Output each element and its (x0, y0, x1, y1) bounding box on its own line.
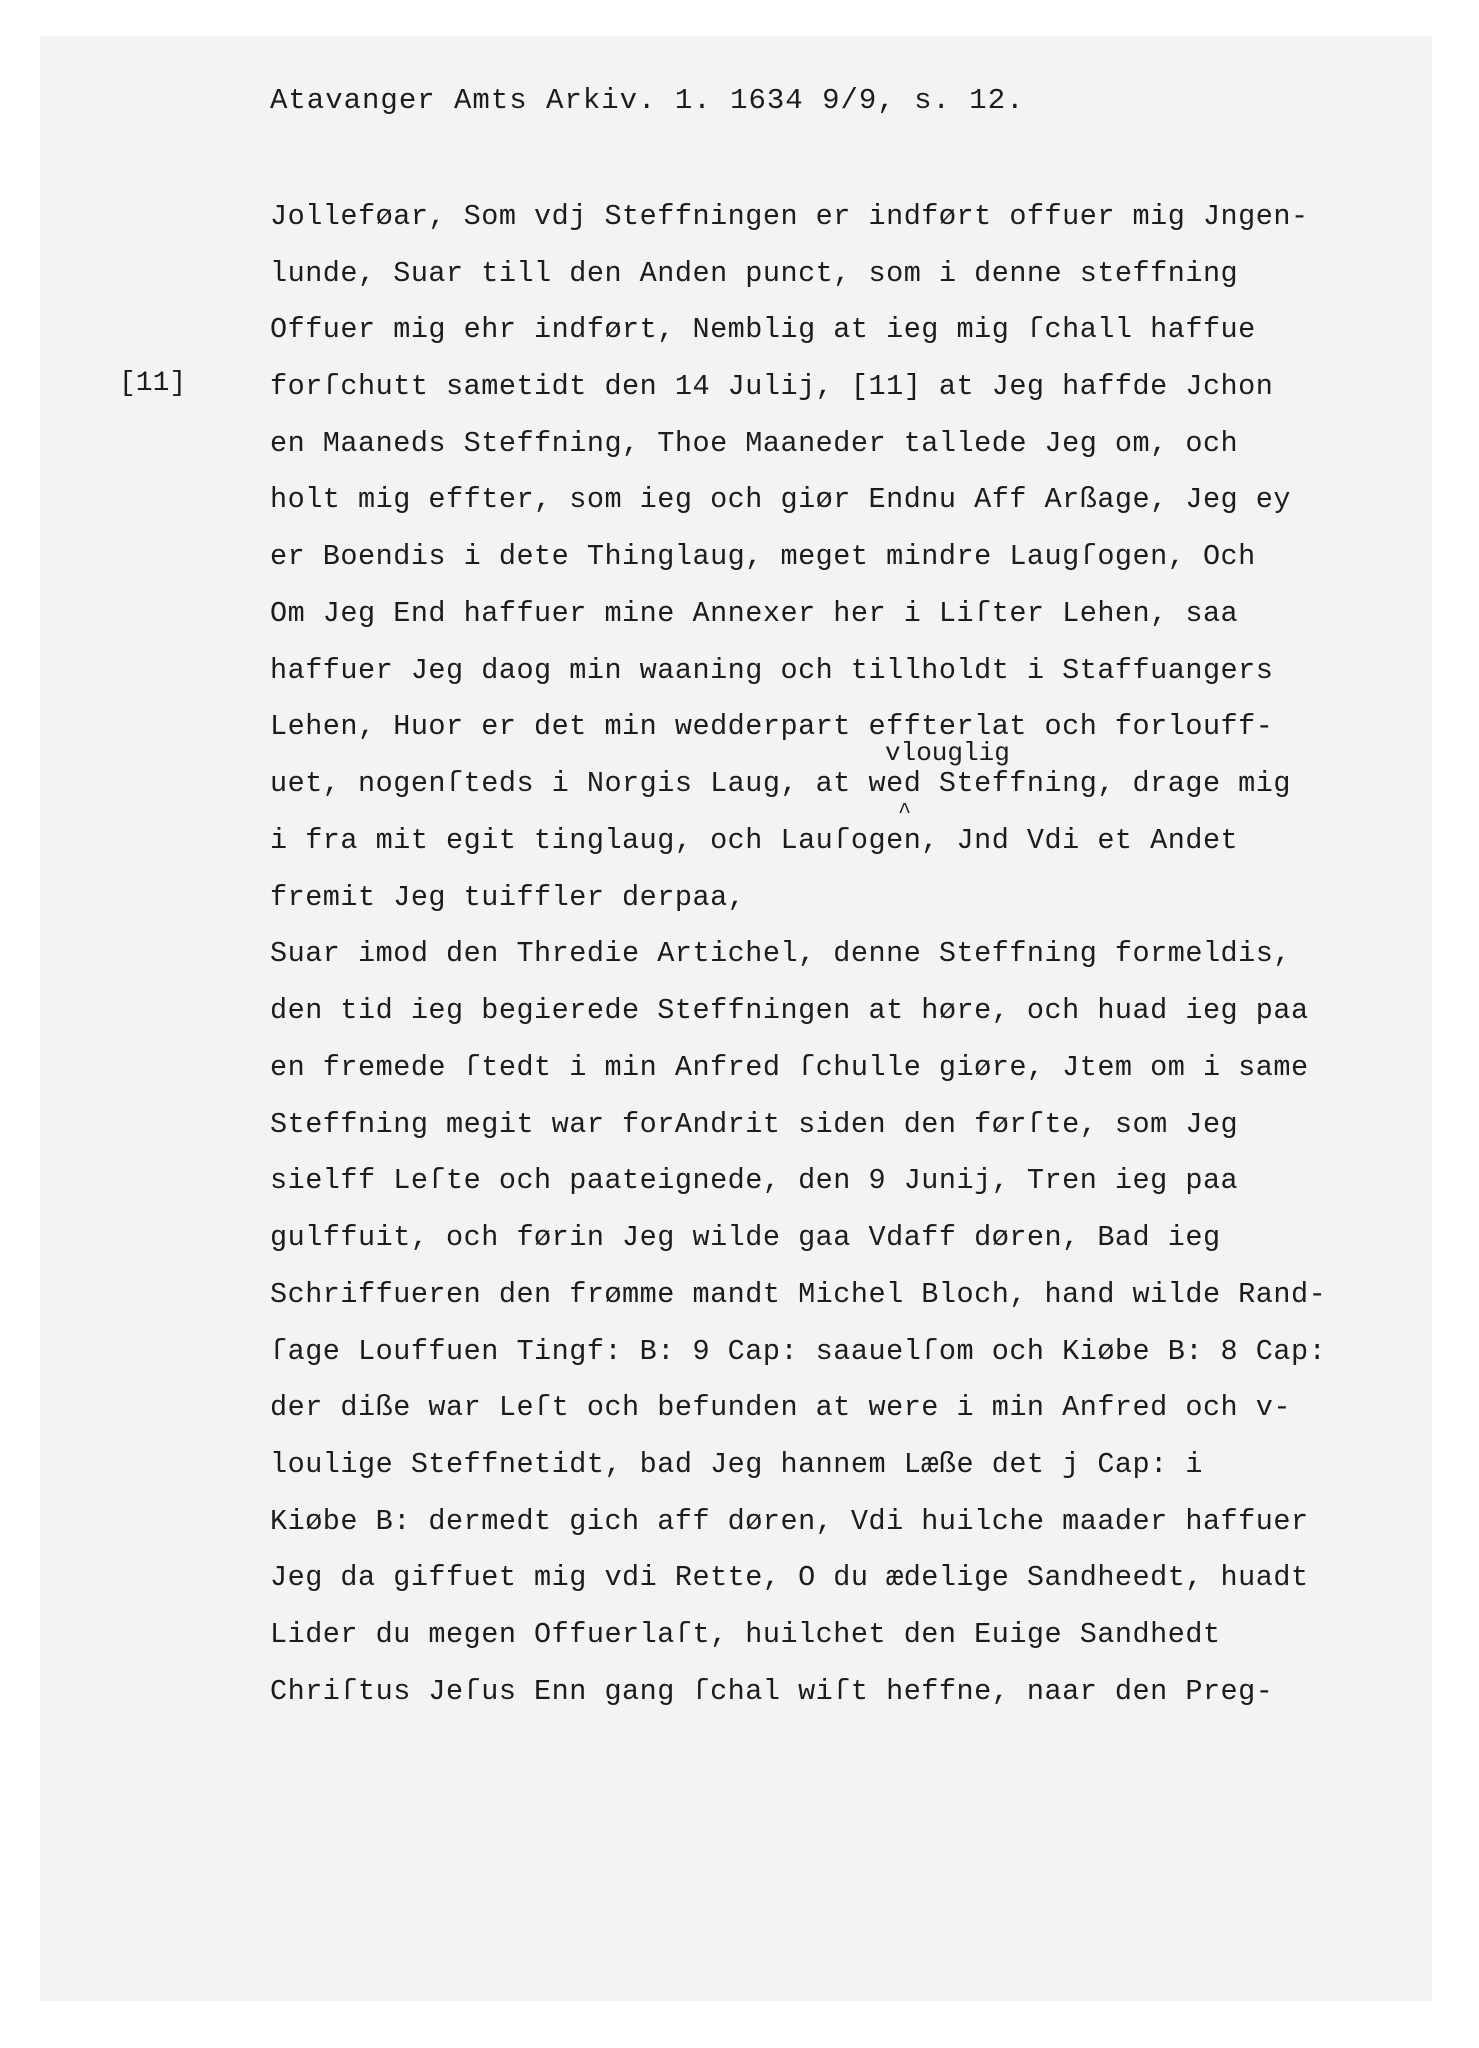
text-line-20: Schriffueren den frømme mandt Michel Bloch, hand wilde Rand- (270, 1278, 1327, 1311)
text-line-21: ſage Louffuen Tingf: B: 9 Cap: saauelſom och Kiøbe B: 8 Cap: (270, 1335, 1327, 1368)
text-line-12: i fra mit egit tinglaug, och Lauſogen, Jnd Vdi et Andet (270, 824, 1239, 857)
text-line-25: Jeg da giffuet mig vdi Rette, O du ædelige Sandheedt, huadt (270, 1561, 1309, 1594)
text-line-9: haffuer Jeg daog min waaning och tillholdt i Staffuangers (270, 654, 1274, 687)
text-line-2: lunde, Suar till den Anden punct, som i denne steffning (270, 257, 1239, 290)
text-line-10: Lehen, Huor er det min wedderpart effterlat och forlouff- (270, 710, 1274, 743)
text-line-13: fremit Jeg tuiffler derpaa, (270, 881, 746, 914)
text-line-7: er Boendis i dete Thinglaug, meget mindre Laugſogen, Och (270, 540, 1256, 573)
text-line-17: Steffning megit war forAndrit siden den førſte, som Jeg (270, 1108, 1239, 1141)
text-line-26: Lider du megen Offuerlaſt, huilchet den Euige Sandhedt (270, 1618, 1221, 1651)
insertion-caret: ^ (898, 800, 912, 825)
text-line-14: Suar imod den Thredie Artichel, denne Steffning formeldis, (270, 937, 1291, 970)
margin-page-reference: [11] (119, 368, 187, 399)
archive-header: Atavanger Amts Arkiv. 1. 1634 9/9, s. 12. (270, 84, 1025, 117)
text-line-18: sielff Leſte och paateignede, den 9 Junij, Tren ieg paa (270, 1164, 1239, 1197)
text-line-6: holt mig effter, som ieg och giør Endnu Aff Arßage, Jeg ey (270, 483, 1291, 516)
text-line-16: en fremede ſtedt i min Anfred ſchulle giøre, Jtem om i same (270, 1051, 1309, 1084)
text-line-1: Jolleføar, Som vdj Steffningen er indført offuer mig Jngen- (270, 200, 1309, 233)
text-line-8: Om Jeg End haffuer mine Annexer her i Liſter Lehen, saa (270, 597, 1239, 630)
interlinear-insertion: vlouglig (885, 738, 1010, 768)
text-line-19: gulffuit, och førin Jeg wilde gaa Vdaff døren, Bad ieg (270, 1221, 1221, 1254)
text-line-23: loulige Steffnetidt, bad Jeg hannem Læße det j Cap: i (270, 1448, 1203, 1481)
text-line-24: Kiøbe B: dermedt gich aff døren, Vdi huilche maader haffuer (270, 1505, 1309, 1538)
text-line-4: forſchutt sametidt den 14 Julij, [11] at Jeg haffde Jchon (270, 370, 1274, 403)
text-line-3: Offuer mig ehr indført, Nemblig at ieg mig ſchall haffue (270, 313, 1256, 346)
text-line-15: den tid ieg begierede Steffningen at høre, och huad ieg paa (270, 994, 1309, 1027)
text-line-27: Chriſtus Jeſus Enn gang ſchal wiſt heffne, naar den Preg- (270, 1675, 1274, 1708)
text-line-22: der dißе war Leſt och befunden at were i min Anfred och v- (270, 1391, 1291, 1424)
page-bottom-margin (0, 2001, 1479, 2048)
text-line-5: en Maaneds Steffning, Thoe Maaneder tallede Jeg om, och (270, 427, 1239, 460)
text-line-11: uet, nogenſteds i Norgis Laug, at wed Steffning, drage mig (270, 767, 1291, 800)
